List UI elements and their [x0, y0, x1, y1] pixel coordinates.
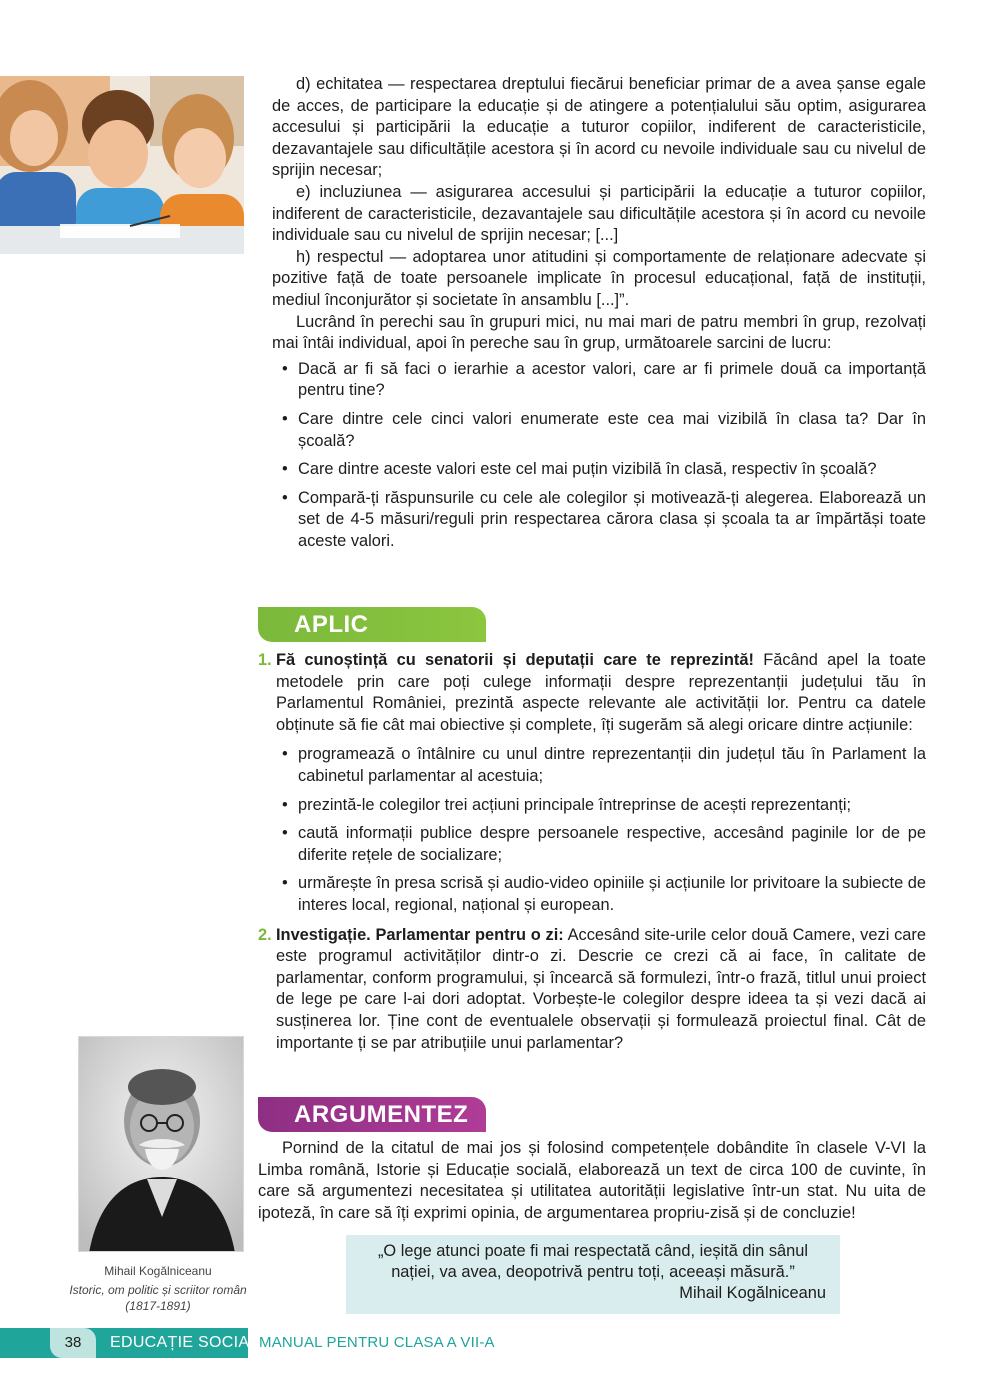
list-item: • prezintă-le colegilor trei acțiuni principale întreprinse de acești reprezentanți; — [282, 795, 926, 817]
argumentez-section-heading: ARGUMENTEZ — [258, 1097, 486, 1132]
task-1-heading: Fă cunoștință cu senatorii și deputații care te reprezintă! — [276, 651, 754, 669]
portrait-caption-name: Mihail Kogălniceanu — [104, 1264, 212, 1278]
list-item: • Care dintre cele cinci valori enumerate este cea mai vizibilă în clasa ta? Dar în școală? — [282, 409, 926, 452]
quote-line-2: nației, va avea, deopotrivă pentru toți, aceeași măsură.” — [391, 1263, 795, 1281]
list-item: • Care dintre aceste valori este cel mai puțin vizibilă în clasă, respectiv în școală? — [282, 459, 926, 481]
footer-subject-title: EDUCAȚIE SOCIALĂ — [110, 1334, 270, 1351]
task-1-actions-list — [282, 744, 926, 916]
quote-line-1: „O lege atunci poate fi mai respectată când, ieșită din sânul — [377, 1242, 809, 1260]
children-learning-photo — [0, 76, 244, 254]
kogalniceanu-portrait — [78, 1036, 244, 1252]
value-equity-paragraph: d) echitatea — respectarea dreptului fiecărui beneficiar primar de a avea șanse egale de acces, de participare la educație și de atingere a potențialului său optim, asigurarea accesului și participării la educație a tuturor copiilor, indiferent de caracteristicile, dezavantajele sau dificultățile acestora și în acord cu nevoile individuale sau cu nivelul de sprijin necesar; — [272, 75, 926, 180]
task-2 — [258, 925, 926, 1055]
value-inclusion-paragraph: e) incluziunea — asigurarea accesului și participării la educație a tuturor copiilor, indiferent de caracteristicile, dezavantajele sau dificultățile acestora și în acord cu nevoile individuale sau cu nivelul de sprijin necesar; [...] — [272, 182, 926, 245]
list-item: • caută informații publice despre persoanele respective, accesând paginile lor de pe diferite rețele de socializare; — [282, 823, 926, 866]
value-respect-paragraph: h) respectul — adoptarea unor atitudini și comportamente de relaționare adecvate și pozitive față de toate persoanele implicate în procesul educațional, față de instituții, mediul înconjurător și societate în ansamblu [...]”. — [272, 247, 926, 309]
list-item: • urmărește în presa scrisă și audio-video opiniile și acțiunile lor privitoare la subiecte de interes local, regional, național și european. — [282, 873, 926, 916]
footer-manual-title: MANUAL PENTRU CLASA A VII-A — [259, 1334, 495, 1351]
portrait-role: Istoric, om politic și scriitor român — [69, 1283, 247, 1297]
group-tasks-list — [282, 359, 926, 553]
main-text-column — [272, 74, 926, 559]
list-item: • Compară-ți răspunsurile cu cele ale colegilor și motivează-ți alegerea. Elaborează un set de 4-5 măsuri/reguli prin respectarea cărora clasa și școala ta ar împărtăși toate aceste valori. — [282, 488, 926, 553]
quote-box — [346, 1235, 840, 1314]
aplic-section — [258, 650, 926, 1054]
list-item: • Dacă ar fi să faci o ierarhie a acestor valori, care ar fi primele două ca importanță pentru tine? — [282, 359, 926, 402]
argumentez-instructions: Pornind de la citatul de mai jos și folosind competențele dobândite în clasele V-VI la Limba română, Istorie și Educație socială, elaborează un text de circa 100 de cuvinte, în care să argumentezi necesitatea și utilitatea autorității legislative într-un stat. Nu uita de ipoteză, în care să îți exprimi opinia, de argumentarea propriu-zisă și de concluzie! — [258, 1139, 926, 1222]
task-1-text: Făcând apel la toate metodele prin care poți culege informații despre reprezentanții județului tău în Parlamentul României, prezintă aspecte relevante ale activității lor. Pentru ca datele obținute să fie cât mai obiective și complete, îți sugerăm să alegi oricare dintre acțiunile: — [276, 651, 926, 734]
page-footer — [0, 1328, 1000, 1358]
task-2-text: Accesând site-urile celor două Camere, vezi care este programul activităților dintr-o zi. Descrie ce crezi că ai face, în calitate de parlamentar, conform programului, și încearcă să formulezi, într-o frază, titlul unui proiect de lege pe care l-ai dori adoptat. Vorbește-le colegilor despre ideea ta și vezi dacă ai susținerea lor. Ține cont de eventualele observații și formulează proiectul final. Cât de importante ți se par atribuțiile unui parlamentar? — [276, 925, 926, 1052]
task-2-heading: Investigație. Parlamentar pentru o zi: — [276, 925, 564, 944]
group-work-instructions: Lucrând în perechi sau în grupuri mici, nu mai mari de patru membri în grup, rezolvați mai întâi individual, apoi în pereche sau în grup, următoarele sarcini de lucru: — [272, 312, 926, 353]
portrait-caption-role — [60, 1282, 256, 1314]
portrait-years: (1817-1891) — [125, 1299, 191, 1313]
task-number: 1. — [258, 651, 272, 669]
task-1 — [258, 650, 926, 917]
task-number: 2. — [258, 925, 272, 944]
quote-author: Mihail Kogălniceanu — [679, 1284, 826, 1302]
page-number: 38 — [50, 1328, 96, 1358]
aplic-section-heading: APLIC — [258, 607, 486, 642]
list-item: • programează o întâlnire cu unul dintre reprezentanții din județul tău în Parlament la cabinetul parlamentar al acestuia; — [282, 744, 926, 787]
